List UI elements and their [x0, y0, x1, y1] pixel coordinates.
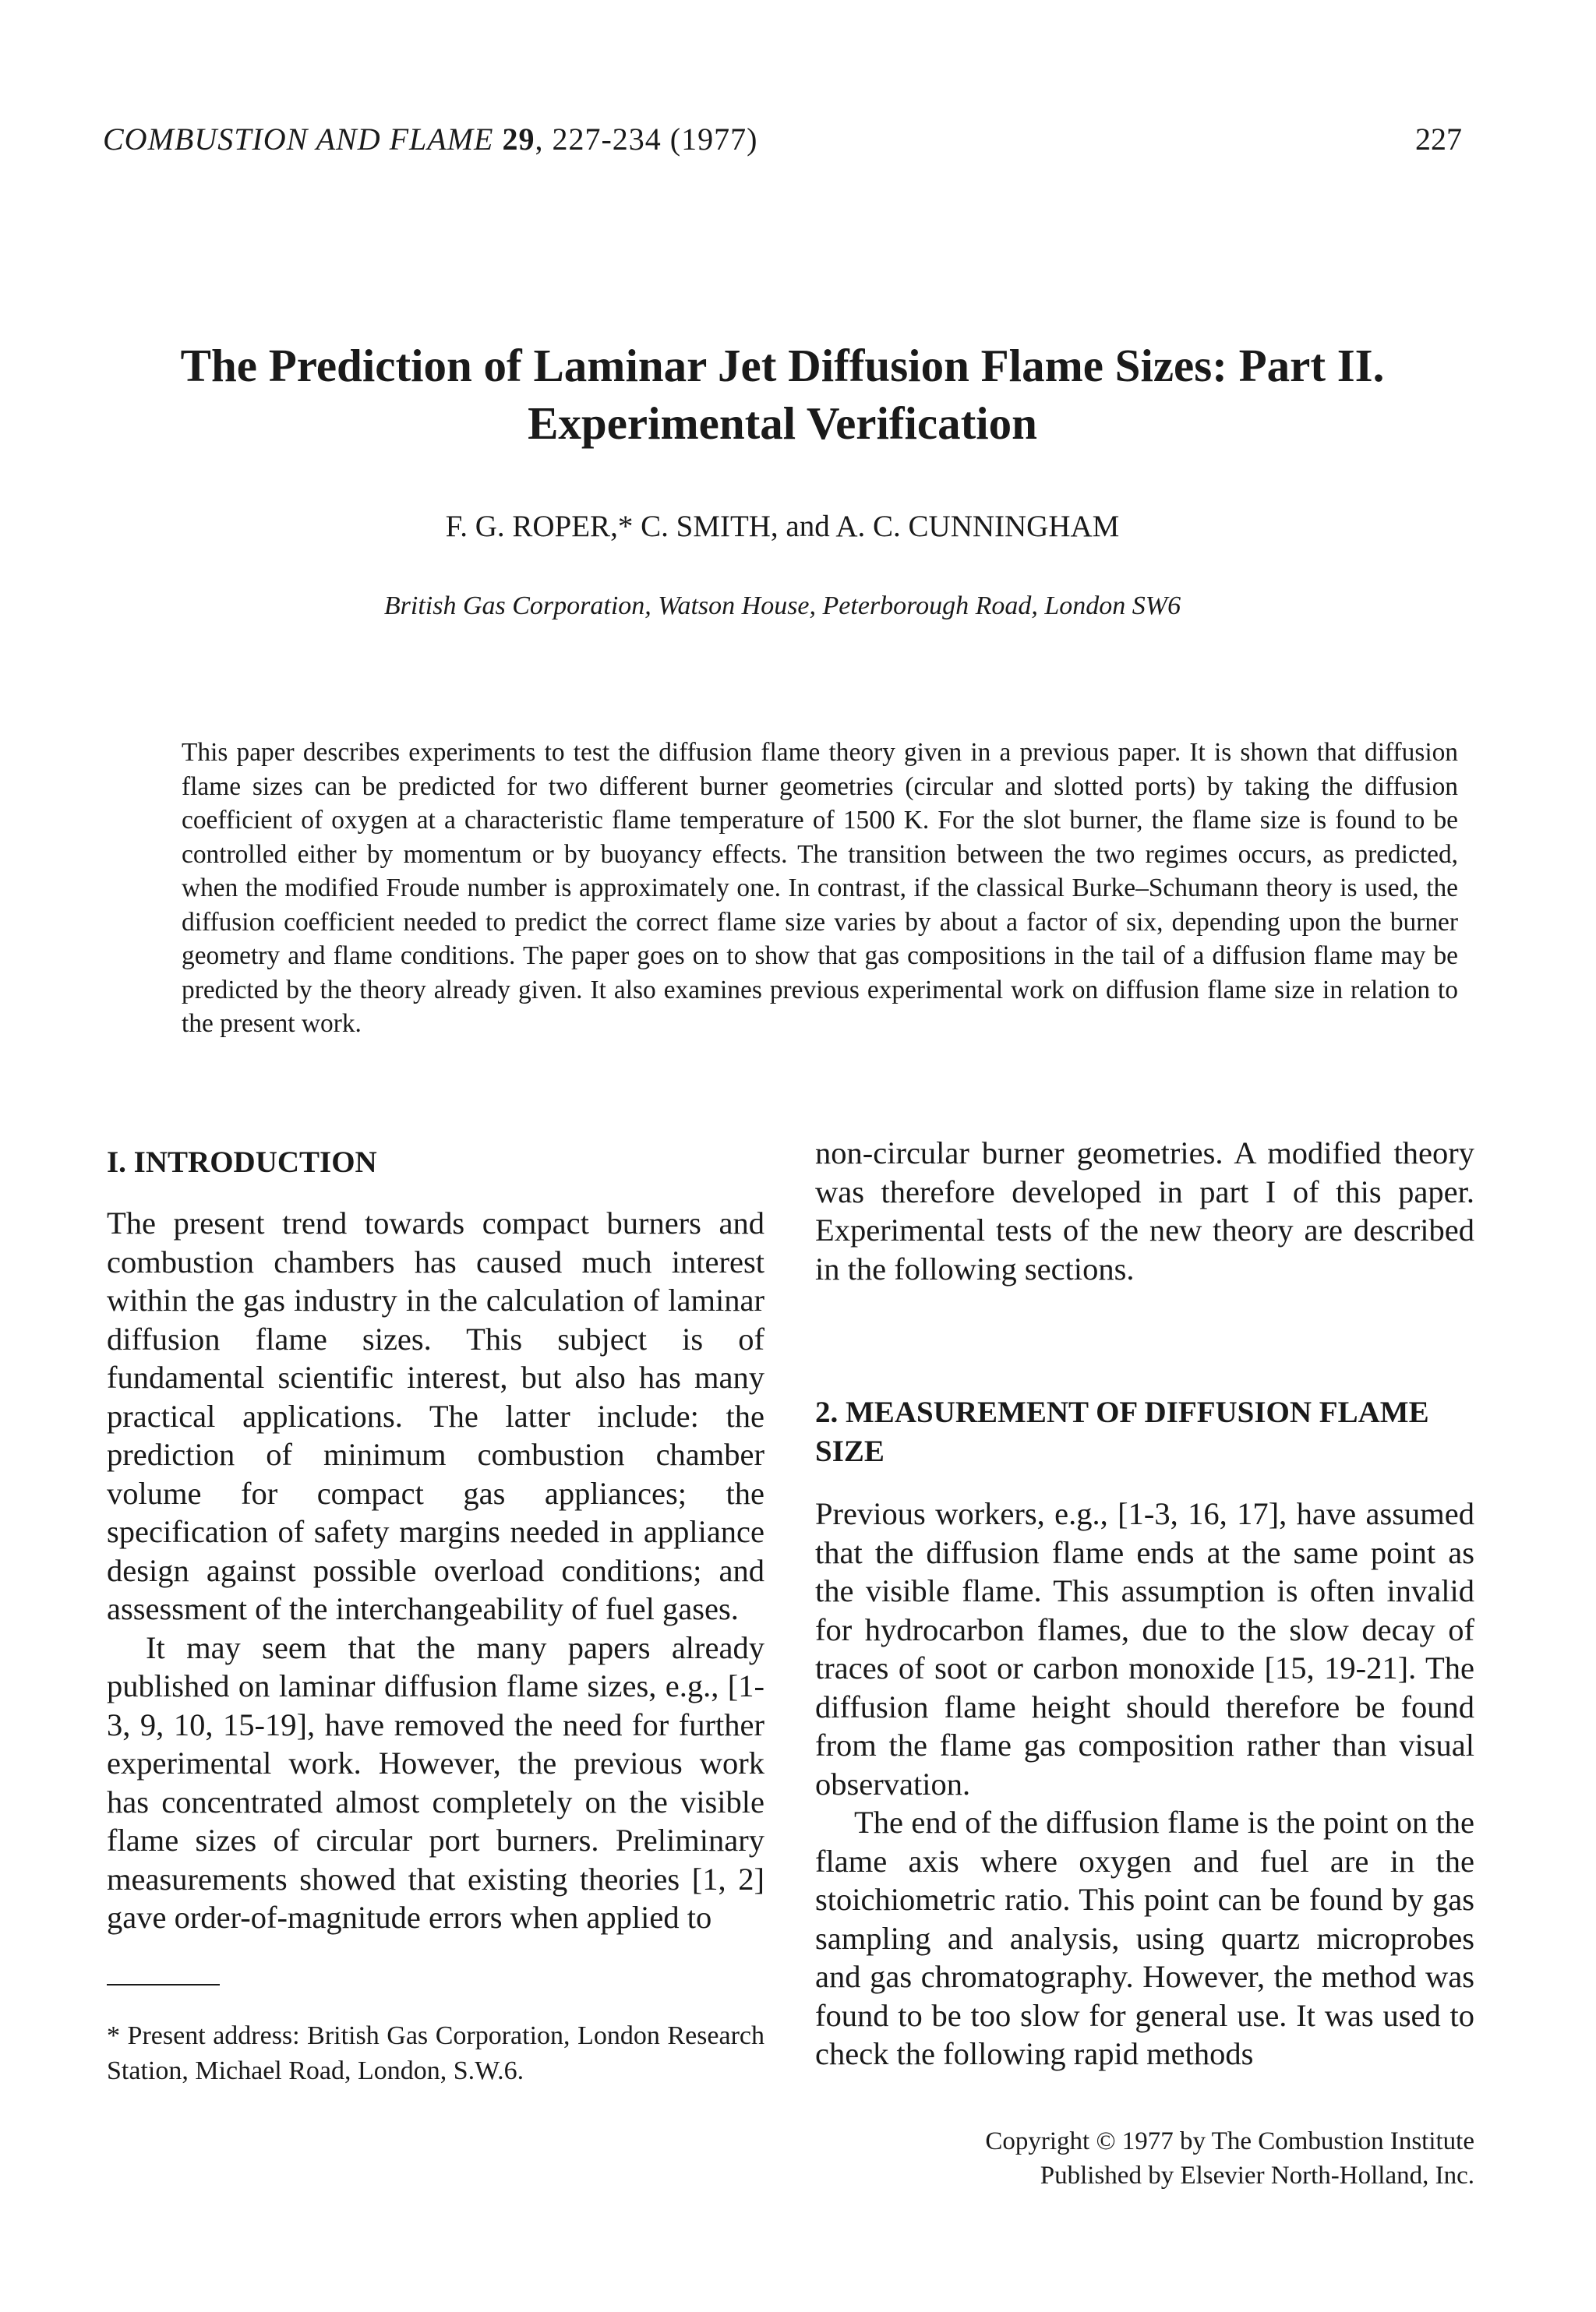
- publisher-line: Published by Elsevier North-Holland, Inc.: [1040, 2162, 1474, 2190]
- section-heading-measurement: 2. MEASUREMENT OF DIFFUSION FLAME SIZE: [815, 1396, 1429, 1468]
- abstract: This paper describes experiments to test the diffusion flame theory given in a previous paper. It is shown that diffusion flame sizes can be predicted for two different burner geometries (circular and slotted ports) by taking the diffusion coefficient of oxygen at a characteristic flame temperature of 1500 K. For the slot burner, the flame size is found to be controlled either by momentum or by buoyancy effects. The transition between the two regimes occurs, as predicted, when the modified Froude number is approximately one. In contrast, if the classical Burke–Schumann theory is used, the diffusion coefficient needed to predict the correct flame size varies by about a factor of six, depending upon the burner geometry and flame conditions. The paper goes on to show that gas compositions in the tail of a diffusion flame may be predicted by the theory already given. It also examines previous experimental work on diffusion flame size in relation to the present work.: [182, 738, 1458, 1038]
- paragraph: non-circular burner geometries. A modified theory was therefore developed in part I of this paper. Experimental tests of the new theory are described in the following sections.: [815, 1135, 1474, 1287]
- page-number: 227: [1415, 122, 1462, 157]
- paper-title-line-1: The Prediction of Laminar Jet Diffusion Flame Sizes: Part II.: [180, 340, 1385, 391]
- journal-pages-year: , 227-234 (1977): [535, 122, 758, 157]
- paragraph: It may seem that the many papers already published on laminar diffusion flame sizes, e.g., [1-3, 9, 10, 15-19], have removed the need for further experimental work. However, the previous work has concentrated almost completely on the visible flame sizes of circular port burners. Preliminary measurements showed that existing theories [1, 2] gave order-of-magnitude errors when applied to: [107, 1629, 764, 1935]
- paragraph: Previous workers, e.g., [1-3, 16, 17], have assumed that the diffusion flame ends at the same point as the visible flame. This assumption is often invalid for hydrocarbon flames, due to the slow decay of traces of soot or carbon monoxide [15, 19-21]. The diffusion flame height should therefore be found from the flame gas composition rather than visual observation.: [815, 1496, 1474, 1802]
- paragraph: The present trend towards compact burners and combustion chambers has caused much interest within the gas industry in the calculation of laminar diffusion flame sizes. This subject is of fundamental scientific interest, but also has many practical applications. The latter include: the prediction of minimum combustion chamber volume for compact gas appliances; the specification of safety margins needed in appliance design against possible overload conditions; and assessment of the interchangeability of fuel gases.: [107, 1205, 764, 1626]
- paragraph: The end of the diffusion flame is the point on the flame axis where oxygen and fuel are in the stoichiometric ratio. This point can be found by gas sampling and analysis, using quartz microprobes and gas chromatography. However, the method was found to be too slow for general use. It was used to check the following rapid methods: [815, 1805, 1474, 2071]
- affiliation: British Gas Corporation, Watson House, Peterborough Road, London SW6: [383, 591, 1181, 620]
- running-head: [103, 121, 1462, 158]
- journal-citation: [103, 121, 757, 158]
- author-list: F. G. ROPER,* C. SMITH, and A. C. CUNNINGHAM: [445, 510, 1120, 543]
- footnote-divider: [107, 1984, 220, 1985]
- copyright-notice: [857, 2124, 1474, 2193]
- footnote: * Present address: British Gas Corporation, London Research Station, Michael Road, London, S.W.6.: [107, 2021, 764, 2085]
- left-column: [107, 1134, 764, 2088]
- paper-title: [103, 337, 1462, 452]
- right-column: [815, 1134, 1474, 2074]
- journal-volume: 29: [502, 122, 535, 157]
- section-heading-introduction: I. INTRODUCTION: [107, 1145, 377, 1179]
- paper-title-line-2: Experimental Verification: [528, 397, 1037, 449]
- copyright-line: Copyright © 1977 by The Combustion Institute: [985, 2127, 1474, 2155]
- journal-name: COMBUSTION AND FLAME: [103, 122, 494, 157]
